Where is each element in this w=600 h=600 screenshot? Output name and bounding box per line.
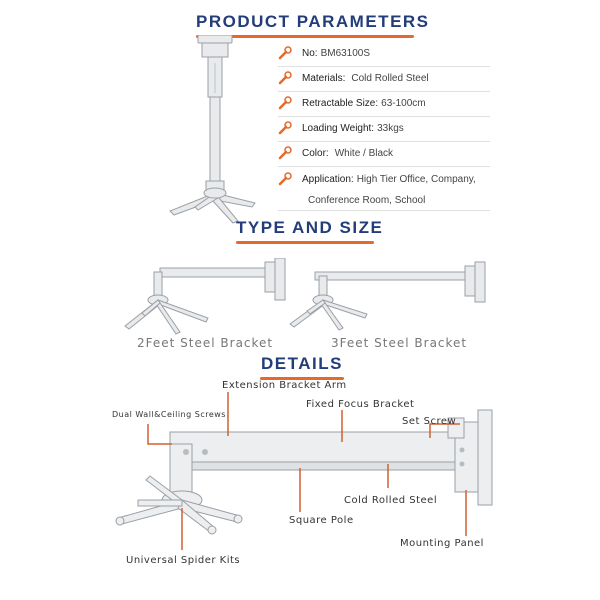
wrench-icon: [278, 146, 292, 160]
param-label: Materials:: [302, 72, 346, 84]
callout-fixed-focus-bracket: Fixed Focus Bracket: [306, 399, 415, 410]
bracket-2ft-image: [120, 258, 290, 338]
details-heading: [260, 354, 344, 380]
param-value: 63-100cm: [381, 97, 426, 109]
param-value: White / Black: [334, 147, 394, 159]
ceiling-bracket-image: [160, 35, 260, 225]
param-label: Color:: [302, 147, 329, 159]
callout-mounting-panel: Mounting Panel: [400, 538, 484, 549]
param-value: 33kgs: [377, 122, 404, 134]
param-value: Cold Rolled Steel: [351, 72, 429, 84]
param-divider: [278, 210, 490, 211]
callout-dual-screws: Dual Wall&Ceiling Screws: [112, 410, 226, 419]
param-row-loading-weight: [278, 115, 490, 142]
wrench-icon: [278, 121, 292, 135]
callout-square-pole: Square Pole: [289, 515, 354, 526]
details-title: DETAILS: [261, 354, 343, 373]
param-row-retractable-size: [278, 90, 490, 117]
param-label: Retractable Size:: [302, 97, 379, 109]
product-parameters-title: PRODUCT PARAMETERS: [196, 12, 430, 31]
bracket-3ft-image: [285, 258, 490, 338]
caption-3ft-bracket: 3Feet Steel Bracket: [331, 336, 468, 350]
callout-cold-rolled-steel: Cold Rolled Steel: [344, 495, 438, 506]
wrench-icon: [278, 172, 292, 186]
wrench-icon: [278, 96, 292, 110]
param-label: No:: [302, 47, 318, 59]
param-row-number: [278, 40, 490, 67]
param-value: BM63100S: [320, 47, 371, 59]
wrench-icon: [278, 46, 292, 60]
heading-underline: [236, 241, 374, 244]
param-row-color: [278, 140, 490, 167]
caption-2ft-bracket: 2Feet Steel Bracket: [137, 336, 274, 350]
callout-set-screw: Set Screw: [402, 416, 457, 427]
callout-universal-spider-kits: Universal Spider Kits: [126, 555, 241, 566]
param-value: High Tier Office, Company,: [356, 173, 476, 185]
callout-extension-bracket-arm: Extension Bracket Arm: [222, 380, 347, 391]
param-label: Loading Weight:: [302, 122, 375, 134]
type-and-size-heading: [236, 218, 384, 244]
param-application-continuation: Conference Room, School: [308, 195, 426, 206]
param-label: Application:: [302, 173, 354, 185]
param-row-application: [278, 166, 490, 192]
param-row-materials: [278, 65, 490, 92]
wrench-icon: [278, 71, 292, 85]
type-and-size-title: TYPE AND SIZE: [236, 218, 384, 237]
details-bracket-image: [0, 380, 600, 600]
